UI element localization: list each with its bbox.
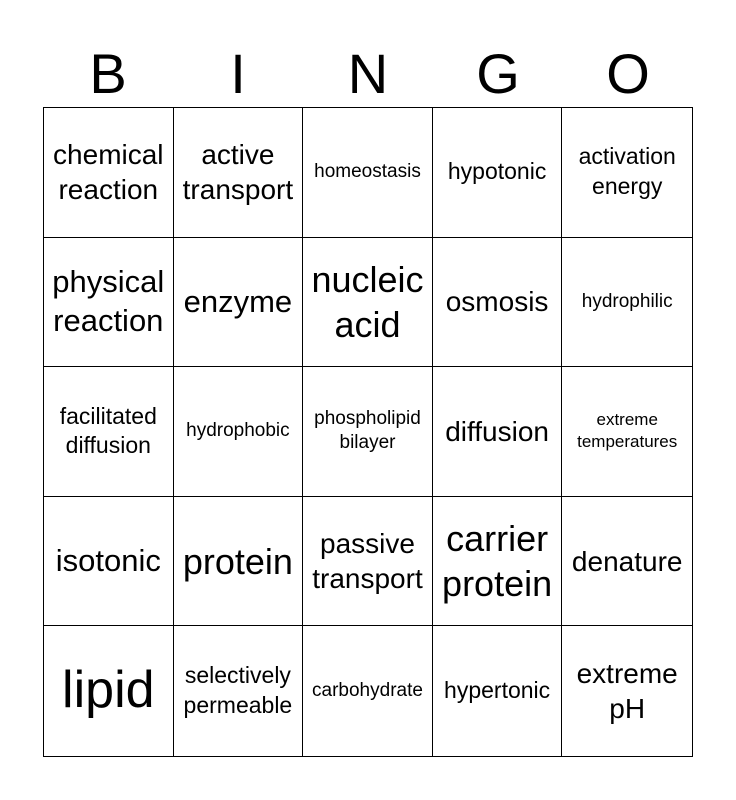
cell-label: facilitated diffusion [59, 402, 157, 459]
bingo-cell[interactable] [433, 497, 563, 627]
cell-label: active transport [182, 139, 294, 206]
bingo-cell[interactable] [174, 238, 304, 368]
bingo-cell[interactable] [44, 238, 174, 368]
header-letter-b: B [89, 42, 127, 105]
cell-label: passive transport [312, 528, 423, 595]
bingo-board [43, 107, 693, 757]
bingo-cell[interactable] [44, 497, 174, 627]
bingo-cell[interactable] [433, 108, 563, 238]
cell-label: selectively permeable [183, 662, 293, 719]
bingo-cell[interactable] [562, 367, 692, 497]
cell-label: isotonic [55, 542, 161, 578]
bingo-cell[interactable] [174, 626, 304, 756]
bingo-cell[interactable] [433, 238, 563, 368]
bingo-cell[interactable] [433, 626, 563, 756]
bingo-cell[interactable] [303, 497, 433, 627]
cell-label: extreme pH [576, 658, 678, 725]
header-letter-n: N [347, 42, 389, 105]
cell-label: hydrophilic [581, 290, 673, 312]
cell-label: diffusion [445, 415, 549, 447]
header-letter-g: G [476, 42, 520, 105]
cell-label: hypotonic [447, 158, 547, 185]
bingo-cell[interactable] [174, 108, 304, 238]
cell-label: lipid [62, 661, 155, 720]
header-letter-o: O [606, 42, 650, 105]
bingo-cell[interactable] [44, 108, 174, 238]
bingo-cell[interactable] [303, 108, 433, 238]
cell-label: protein [182, 540, 293, 582]
cell-label: phospholipid bilayer [314, 407, 421, 454]
bingo-cell[interactable] [303, 367, 433, 497]
bingo-cell[interactable] [562, 108, 692, 238]
cell-label: carbohydrate [312, 679, 423, 701]
cell-label: activation energy [578, 143, 676, 200]
bingo-header [43, 40, 693, 108]
bingo-cell[interactable] [44, 367, 174, 497]
bingo-cell[interactable] [174, 497, 304, 627]
cell-label: extreme temperatures [577, 410, 678, 452]
cell-label: hydrophobic [186, 420, 290, 442]
header-letter-i: I [230, 42, 246, 105]
bingo-cell[interactable] [562, 238, 692, 368]
cell-label: carrier protein [442, 518, 553, 605]
bingo-cell[interactable] [303, 626, 433, 756]
cell-label: denature [571, 545, 683, 577]
cell-label: chemical reaction [53, 139, 164, 206]
bingo-cell[interactable] [174, 367, 304, 497]
cell-label: homeostasis [314, 160, 421, 182]
cell-label: nucleic acid [311, 258, 424, 345]
cell-label: osmosis [445, 286, 549, 318]
bingo-cell[interactable] [303, 238, 433, 368]
cell-label: hypertonic [444, 677, 551, 704]
cell-label: physical reaction [52, 264, 165, 338]
cell-label: enzyme [183, 283, 293, 319]
bingo-cell[interactable] [433, 367, 563, 497]
bingo-cell[interactable] [562, 497, 692, 627]
bingo-cell[interactable] [562, 626, 692, 756]
bingo-cell[interactable] [44, 626, 174, 756]
